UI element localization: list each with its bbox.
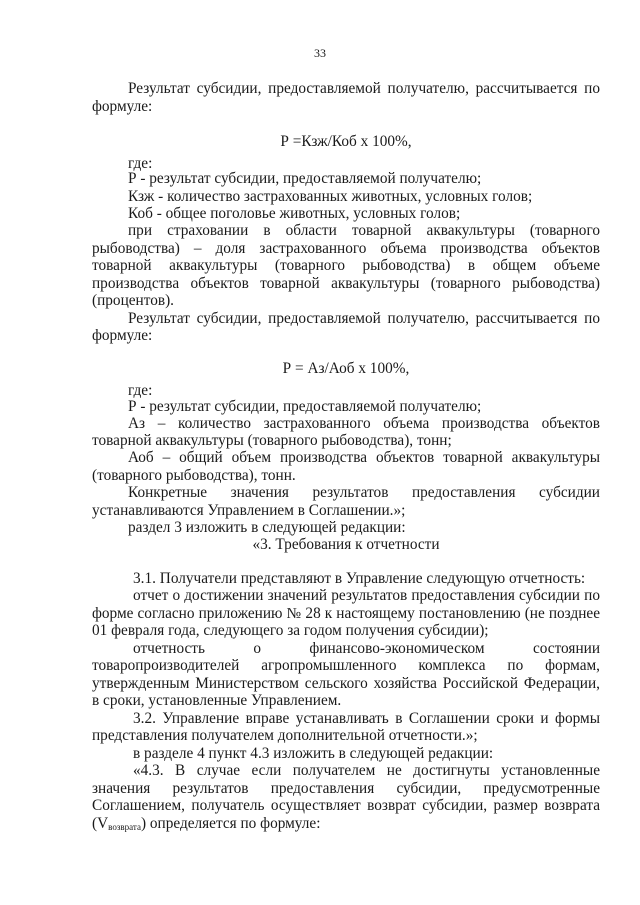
paragraph-line: рыбоводства) – доля застрахованного объема производства объектов: [92, 240, 600, 257]
paragraph-line: при страховании в области товарной аквакультуры (товарного: [128, 222, 600, 239]
paragraph-line: где:: [128, 382, 153, 399]
paragraph-line: (процентов).: [92, 292, 175, 309]
paragraph-line: Аоб – общий объем производства объектов товарной аквакультуры: [128, 449, 600, 466]
paragraph-line: в разделе 4 пункт 4.3 изложить в следующей редакции:: [133, 745, 494, 762]
paragraph-line: Аз – количество застрахованного объема производства объектов: [128, 415, 600, 432]
paragraph-line: отчетность о финансово-экономическом состоянии: [133, 640, 600, 657]
paragraph-line: представления получателем дополнительной отчетности.»;: [92, 727, 478, 744]
paragraph-line: 3.2. Управление вправе устанавливать в Соглашении сроки и формы: [133, 710, 600, 727]
paragraph-line: Результат субсидии, предоставляемой получателю, рассчитывается по: [128, 310, 600, 327]
paragraph-line: устанавливаются Управлением в Соглашении.»;: [92, 502, 406, 519]
paragraph-line: Р - результат субсидии, предоставляемой получателю;: [128, 170, 482, 187]
paragraph-line: Соглашением, получатель осуществляет возврат субсидии, размер возврата: [92, 797, 600, 814]
paragraph-line: товарной аквакультуры (товарного рыбоводства) в общем объеме: [92, 257, 600, 274]
paragraph-line: 3.1. Получатели представляют в Управление следующую отчетность:: [133, 570, 586, 587]
paragraph-line: Р - результат субсидии, предоставляемой получателю;: [128, 398, 482, 415]
paragraph-line: Коб - общее поголовье животных, условных голов;: [128, 205, 461, 222]
section-heading: «3. Требования к отчетности: [252, 536, 440, 553]
paragraph-line: 01 февраля года, следующего за годом получения субсидии);: [92, 622, 489, 639]
formula-2: Р = Аз/Аоб х 100%,: [282, 360, 410, 377]
paragraph-line: форме согласно приложению № 28 к настоящему постановлению (не позднее: [92, 605, 600, 622]
paragraph-line: Конкретные значения результатов предоставления субсидии: [128, 484, 600, 501]
paragraph-line: в сроки, установленные Управлением.: [92, 692, 342, 709]
paragraph-line: отчет о достижении значений результатов предоставления субсидии по: [133, 587, 600, 604]
v-subscript: возврата: [108, 822, 141, 832]
paragraph-line: Кзж - количество застрахованных животных, условных голов;: [128, 188, 533, 205]
paragraph-line: формуле:: [92, 98, 153, 115]
paragraph-line: утвержденным Министерством сельского хозяйства Российской Федерации,: [92, 675, 600, 692]
paragraph-line: раздел 3 изложить в следующей редакции:: [128, 519, 406, 536]
paragraph-line: «4.3. В случае если получателем не достигнуты установленные: [133, 762, 600, 779]
paragraph-line: где:: [128, 155, 153, 172]
paragraph-line: производства объектов товарной аквакультуры (товарного рыбоводства): [92, 275, 600, 292]
v-symbol: (V: [92, 815, 109, 832]
line-text: ) определяется по формуле:: [140, 815, 321, 832]
paragraph-line: значения результатов предоставления субсидии, предусмотренные: [92, 780, 600, 797]
paragraph-line: формуле:: [92, 327, 153, 344]
paragraph-line: (товарного рыбоводства), тонн.: [92, 467, 296, 484]
paragraph-line: Результат субсидии, предоставляемой получателю, рассчитывается по: [128, 80, 600, 97]
formula-1: Р =Кзж/Коб х 100%,: [280, 133, 412, 150]
paragraph-line: товарной аквакультуры (товарного рыбоводства), тонн;: [92, 432, 452, 449]
page-number: 33: [314, 46, 326, 60]
paragraph-line: [92, 815, 600, 832]
paragraph-line: товаропроизводителей агропромышленного комплекса по формам,: [92, 657, 600, 674]
